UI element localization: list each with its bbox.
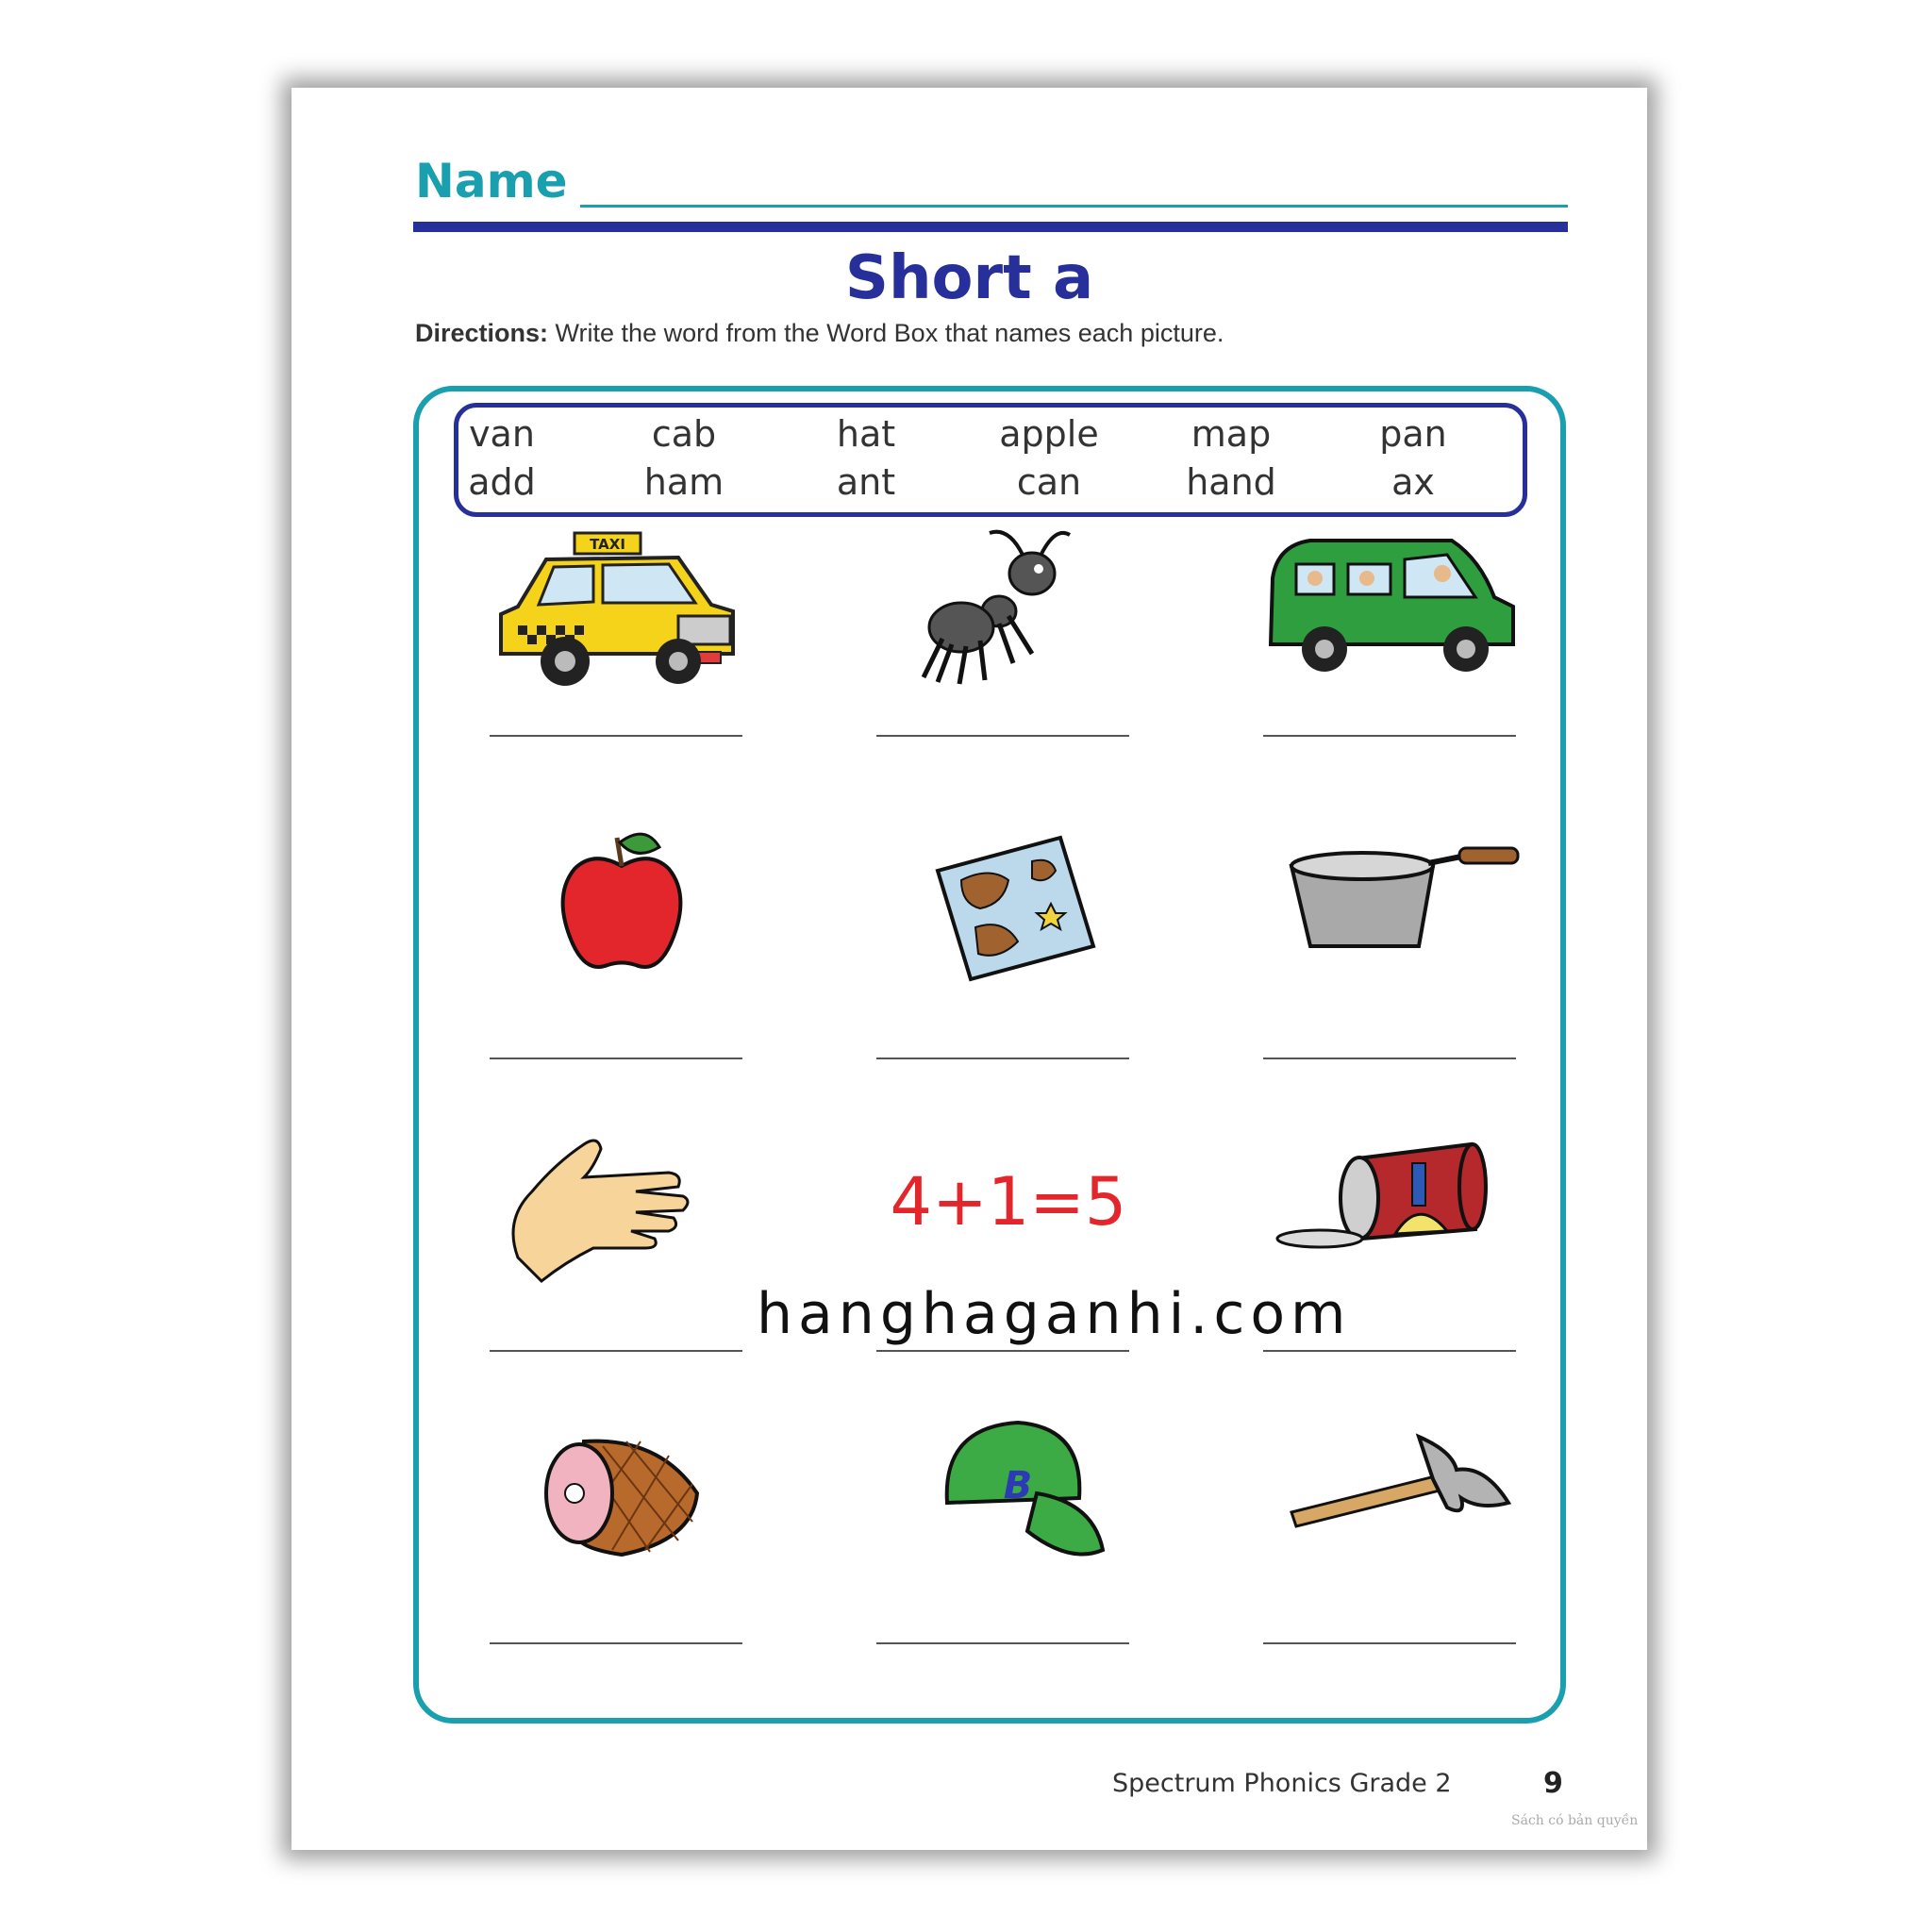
baseball-cap-picture <box>867 1399 1150 1578</box>
picture-cell <box>433 522 810 776</box>
map-icon <box>867 814 1150 993</box>
taxi-icon <box>480 522 763 701</box>
can-icon <box>1254 1107 1537 1286</box>
answer-line[interactable] <box>1263 1350 1516 1352</box>
taxi-cab-picture <box>480 522 763 701</box>
apple-picture <box>480 814 763 993</box>
answer-line[interactable] <box>876 1058 1129 1059</box>
book-title: Spectrum Phonics Grade 2 <box>1112 1769 1452 1798</box>
open-can-picture <box>1254 1107 1537 1286</box>
page-title: Short a <box>844 243 1094 313</box>
ax-icon <box>1254 1399 1537 1578</box>
equation-text: 4+1=5 <box>890 1163 1127 1241</box>
picture-cell <box>820 814 1197 1069</box>
green-van-picture <box>1254 522 1537 701</box>
name-label: Name <box>415 154 568 208</box>
answer-line[interactable] <box>490 1350 742 1352</box>
hand-picture <box>480 1107 763 1286</box>
name-row <box>415 154 1568 210</box>
picture-cell <box>1207 814 1584 1069</box>
answer-line[interactable] <box>1263 1642 1516 1644</box>
picture-cell <box>433 814 810 1069</box>
ax-picture <box>1254 1399 1537 1578</box>
directions-label: Directions: <box>415 319 549 347</box>
apple-icon <box>480 814 763 993</box>
word-box-word: pan <box>1379 413 1447 455</box>
word-box-word: add <box>468 461 536 503</box>
header-divider <box>413 222 1568 232</box>
answer-line[interactable] <box>876 1642 1129 1644</box>
directions <box>415 319 1224 348</box>
picture-cell <box>1207 522 1584 776</box>
picture-cell <box>820 522 1197 776</box>
answer-line[interactable] <box>1263 1058 1516 1059</box>
cap-icon <box>867 1399 1150 1578</box>
ham-picture <box>480 1399 763 1578</box>
ant-icon <box>867 522 1150 701</box>
word-box-word: van <box>469 413 535 455</box>
van-icon <box>1254 522 1537 701</box>
answer-line[interactable] <box>1263 735 1516 737</box>
answer-line[interactable] <box>876 735 1129 737</box>
copyright-note: Sách có bản quyền <box>1511 1813 1639 1828</box>
answer-line[interactable] <box>490 1058 742 1059</box>
addition-equation-icon <box>867 1107 1150 1286</box>
answer-line[interactable] <box>490 735 742 737</box>
name-write-line[interactable] <box>580 205 1568 208</box>
word-box-word: cab <box>651 413 717 455</box>
word-box-word: ham <box>643 461 724 503</box>
picture-cell <box>820 1399 1197 1654</box>
page-number: 9 <box>1543 1767 1563 1800</box>
worksheet-page <box>291 88 1647 1850</box>
word-box-word: ant <box>836 461 896 503</box>
pan-icon <box>1254 814 1537 993</box>
cap-letter: B <box>1003 1464 1033 1507</box>
hand-icon <box>480 1107 763 1286</box>
word-box-word: hand <box>1186 461 1276 503</box>
word-box-word: map <box>1191 413 1272 455</box>
picture-cell <box>433 1107 810 1361</box>
map-picture <box>867 814 1150 993</box>
picture-cell <box>1207 1399 1584 1654</box>
ham-icon <box>480 1399 763 1578</box>
pan-picture <box>1254 814 1537 993</box>
word-box-word: can <box>1016 461 1082 503</box>
addition-picture <box>867 1107 1150 1286</box>
watermark-text: hanghaganhi.com <box>757 1281 1352 1347</box>
picture-cell <box>433 1399 810 1654</box>
word-box-word: apple <box>999 413 1099 455</box>
taxi-sign: TAXI <box>590 536 625 553</box>
word-box-word: hat <box>836 413 896 455</box>
answer-line[interactable] <box>876 1350 1129 1352</box>
ant-picture <box>867 522 1150 701</box>
answer-line[interactable] <box>490 1642 742 1644</box>
directions-text: Write the word from the Word Box that names each picture. <box>555 319 1224 347</box>
word-box-word: ax <box>1391 461 1435 503</box>
